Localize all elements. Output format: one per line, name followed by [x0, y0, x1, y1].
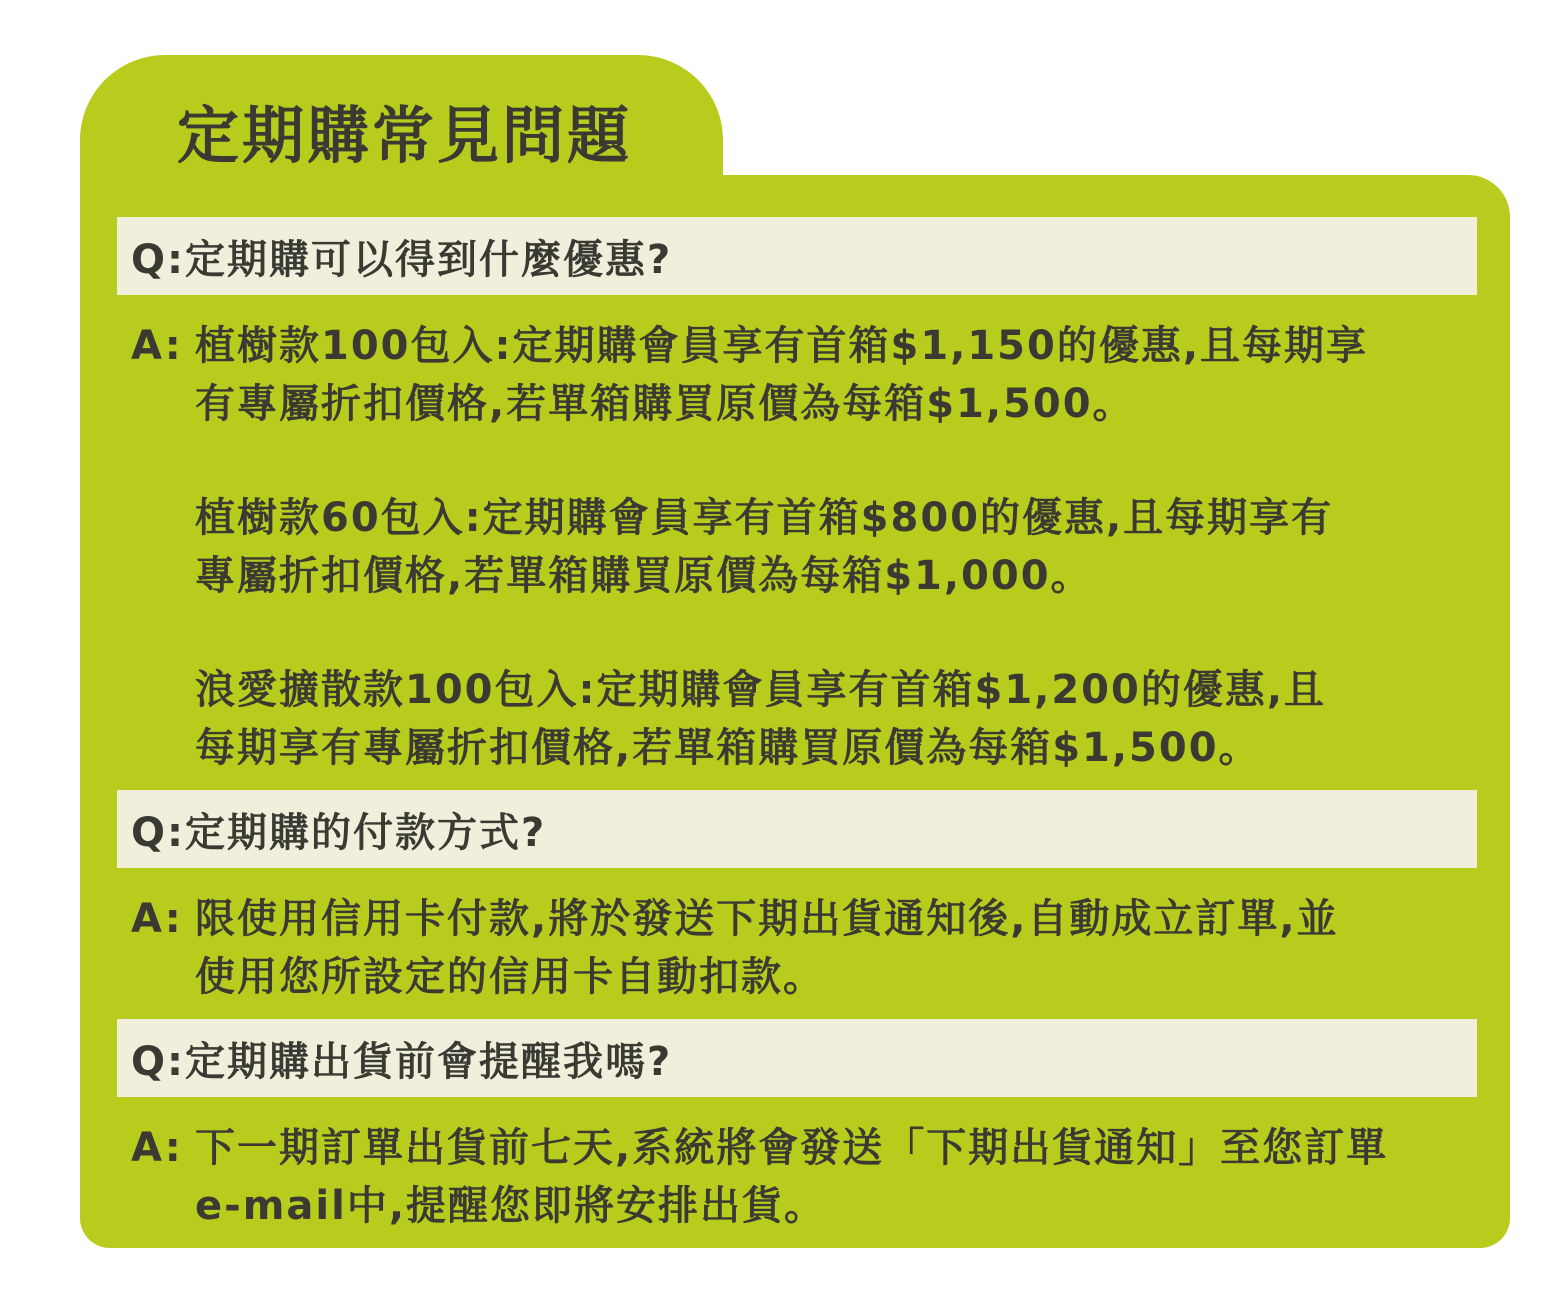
question-text: Q:定期購可以得到什麼優惠?	[131, 236, 673, 283]
answer-line	[131, 489, 1477, 547]
answer-line-text: 植樹款100包入:定期購會員享有首箱$1,150的優惠,且每期享	[195, 323, 1369, 369]
page-title: 定期購常見問題	[177, 99, 633, 172]
answer-paragraph	[131, 317, 1477, 433]
answer-line	[131, 890, 1477, 948]
answer-line-text: 專屬折扣價格,若單箱購買原價為每箱$1,000。	[195, 553, 1093, 599]
faq-card	[80, 175, 1510, 1248]
answer-line-text: 植樹款60包入:定期購會員享有首箱$800的優惠,且每期享有	[195, 495, 1334, 541]
question-text: Q:定期購出貨前會提醒我嗎?	[131, 1038, 673, 1085]
answer-block	[117, 1119, 1477, 1235]
answer-paragraph	[131, 661, 1477, 777]
answer-paragraph	[131, 1119, 1477, 1235]
answer-paragraph	[131, 489, 1477, 605]
answer-line-text: 每期享有專屬折扣價格,若單箱購買原價為每箱$1,500。	[195, 725, 1261, 771]
answer-line	[131, 719, 1477, 777]
question-bar	[117, 217, 1477, 295]
answer-line-text: e-mail中,提醒您即將安排出貨。	[195, 1183, 827, 1229]
answer-line-text: 使用您所設定的信用卡自動扣款。	[195, 954, 825, 1000]
answer-line	[131, 948, 1477, 1006]
answer-line-text: 下一期訂單出貨前七天,系統將會發送「下期出貨通知」至您訂單	[195, 1125, 1389, 1171]
answer-prefix: A:	[131, 1125, 183, 1171]
answer-paragraph	[131, 890, 1477, 1006]
answer-block	[117, 317, 1477, 777]
answer-block	[117, 890, 1477, 1006]
answer-line	[131, 547, 1477, 605]
question-bar	[117, 1019, 1477, 1097]
question-bar	[117, 790, 1477, 868]
answer-prefix: A:	[131, 896, 183, 942]
answer-line-text: 限使用信用卡付款,將於發送下期出貨通知後,自動成立訂單,並	[195, 896, 1339, 942]
answer-prefix: A:	[131, 323, 183, 369]
answer-line	[131, 375, 1477, 433]
question-text: Q:定期購的付款方式?	[131, 809, 547, 856]
answer-line-text: 浪愛擴散款100包入:定期購會員享有首箱$1,200的優惠,且	[195, 667, 1327, 713]
answer-line-text: 有專屬折扣價格,若單箱購買原價為每箱$1,500。	[195, 381, 1135, 427]
answer-line	[131, 1119, 1477, 1177]
answer-line	[131, 317, 1477, 375]
answer-line	[131, 661, 1477, 719]
answer-line	[131, 1177, 1477, 1235]
folder-tab	[80, 55, 723, 183]
